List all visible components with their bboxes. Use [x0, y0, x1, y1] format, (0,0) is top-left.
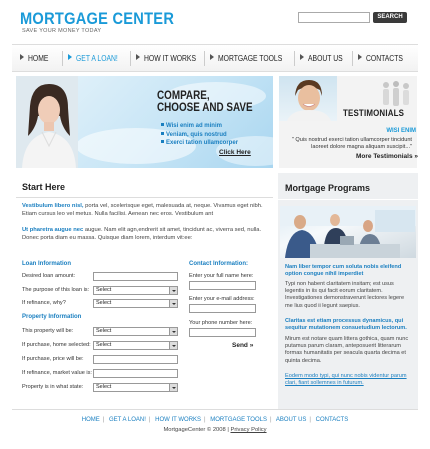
- loan-info-title: Loan Information: [22, 261, 71, 267]
- program-1-title[interactable]: Nam liber tempor cum soluta nobis eleifend option congue nihil imperdiet: [285, 264, 402, 278]
- business-meeting-image: [280, 206, 416, 258]
- full-name-input[interactable]: [189, 281, 256, 290]
- footer-copyright: MortgageCenter © 2008 | Privacy Policy: [163, 427, 267, 433]
- banner-heading-line2: CHOOSE AND SAVE: [157, 102, 253, 114]
- nav-divider: [204, 51, 205, 66]
- bullet-icon: [161, 140, 164, 143]
- nav-item-contacts[interactable]: CONTACTS: [358, 45, 409, 72]
- home-selected-label: If purchase, home selected:: [22, 342, 91, 348]
- property-will-be-select[interactable]: Select: [93, 327, 178, 336]
- divider: [12, 409, 418, 410]
- property-info-title: Property Information: [22, 314, 82, 320]
- nav-divider: [294, 51, 295, 66]
- chevron-down-icon: [169, 300, 177, 307]
- loan-amount-input[interactable]: [93, 272, 178, 281]
- testimonials-title: TESTIMONIALS: [343, 108, 405, 118]
- program-1-text: Typi non habent claritatem insitam; est usus legentis in iis qui facit eorum claritatem. Investigationes demonstraverunt lectores legere me lius quod ii legunt saepius.: [285, 281, 405, 309]
- nav-item-mortgage-tools[interactable]: MORTGAGE TOOLS: [210, 45, 294, 72]
- email-field[interactable]: [189, 304, 256, 313]
- phone-input[interactable]: [189, 328, 256, 337]
- arrow-icon: [358, 54, 362, 60]
- nav-divider: [130, 51, 131, 66]
- home-selected-select[interactable]: Select: [93, 341, 178, 350]
- footer-link-about-us[interactable]: ABOUT US: [275, 417, 307, 423]
- program-2-text: Mirum est notare quam littera gothica, quam nunc putamus parum claram, anteposuerit litterarum formas humanitatis per seacula quarta decima et quinta decima.: [285, 336, 409, 364]
- bullet-icon: [161, 132, 164, 135]
- search-button[interactable]: SEARCH: [373, 12, 407, 23]
- chevron-down-icon: [169, 342, 177, 349]
- footer-link-mortgage-tools[interactable]: MORTGAGE TOOLS: [210, 417, 267, 423]
- program-2-title[interactable]: Claritas est etiam processus dynamicus, qui sequitur mutationem consuetudium lectorum.: [285, 318, 407, 332]
- nav-item-get-a-loan[interactable]: GET A LOAN!: [68, 45, 125, 72]
- refinance-why-select[interactable]: Select: [93, 299, 178, 308]
- nav-item-home[interactable]: HOME: [20, 45, 52, 72]
- click-here-link[interactable]: Click Here: [219, 149, 251, 156]
- logo-subtitle: SAVE YOUR MONEY TODAY: [22, 28, 102, 34]
- search-input[interactable]: [298, 12, 370, 23]
- refinance-why-label: If refinance, why?: [22, 300, 66, 306]
- footer-nav: HOME | GET A LOAN! | HOW IT WORKS | MORTGAGE TOOLS | ABOUT US | CONTACTS: [81, 417, 349, 423]
- nav-item-how-it-works[interactable]: HOW IT WORKS: [136, 45, 205, 72]
- privacy-policy-link[interactable]: Privacy Policy: [230, 427, 267, 433]
- more-testimonials-link[interactable]: More Testimonials »: [355, 153, 418, 160]
- market-value-label: If refinance, market value is:: [22, 370, 92, 376]
- banner-heading: [157, 90, 253, 114]
- footer-link-home[interactable]: HOME: [81, 417, 100, 423]
- chevron-down-icon: [169, 384, 177, 391]
- start-here-heading: Start Here: [22, 182, 66, 192]
- footer-link-get-a-loan[interactable]: GET A LOAN!: [109, 417, 146, 423]
- purchase-price-input[interactable]: [93, 355, 178, 364]
- list-item: Exerci tation ullamcorper: [161, 139, 238, 148]
- sidebar-heading: Mortgage Programs: [285, 183, 371, 193]
- property-will-be-label: This property will be:: [22, 328, 74, 334]
- footer-link-contacts[interactable]: CONTACTS: [315, 417, 349, 423]
- arrow-icon: [20, 54, 24, 60]
- list-item: Veniam, quis nostrud: [161, 131, 238, 140]
- people-silhouettes-image: [378, 80, 414, 108]
- divider: [16, 197, 273, 198]
- loan-purpose-select[interactable]: Select: [93, 286, 178, 295]
- purchase-price-label: If purchase, price will be:: [22, 356, 84, 362]
- woman-portrait-image: [16, 76, 78, 168]
- property-state-select[interactable]: Select: [93, 383, 178, 392]
- banner-bullets: [161, 122, 238, 148]
- nav-item-about-us[interactable]: ABOUT US: [300, 45, 349, 72]
- phone-label: Your phone number here:: [189, 320, 253, 326]
- arrow-icon: [68, 54, 72, 60]
- property-state-label: Property is in what state:: [22, 384, 84, 390]
- market-value-input[interactable]: [93, 369, 178, 378]
- banner-heading-line1: COMPARE,: [157, 90, 210, 102]
- list-item: Wisi enim ad minim: [161, 122, 238, 131]
- nav-divider: [352, 51, 353, 66]
- nav-divider: [62, 51, 63, 66]
- email-label: Enter your e-mail address:: [189, 296, 255, 302]
- program-3-link[interactable]: Eodem modo typi, qui nunc nobis videntur parum clari, fiant sollemnes in futurum.: [285, 373, 407, 387]
- intro-paragraph-1: Vestibulum libero nisl, porta vel, scelerisque eget, malesuada at, neque. Vivamus eget nibh. Etiam cursus leo vel metus. Nulla facilisi. Aenean nec eros. Vestibulum ant: [22, 203, 263, 217]
- full-name-label: Enter your full name here:: [189, 273, 254, 279]
- testimonial-quote: " Quis nostrud exerci tation ullamcorper tincidunt laoreet dolore magna aliquam suscipit...": [291, 137, 412, 150]
- logo-title[interactable]: MORTGAGE CENTER: [20, 9, 175, 28]
- main-nav: [12, 44, 418, 72]
- testimonial-man-image: [279, 76, 337, 121]
- chevron-down-icon: [169, 328, 177, 335]
- testimonial-author: WISI ENIM: [386, 128, 416, 134]
- arrow-icon: [136, 54, 140, 60]
- chevron-down-icon: [169, 287, 177, 294]
- footer-link-how-it-works[interactable]: HOW IT WORKS: [155, 417, 202, 423]
- arrow-icon: [210, 54, 214, 60]
- contact-info-title: Contact Information:: [189, 261, 248, 267]
- intro-paragraph-2: Ut pharetra augue nec augue. Nam elit agn,endrerit sit amet, tincidunt ac, viverra sed, nulla. Donec porta diam eu massa. Quisque diam lorem, interdum vit:ee:: [22, 227, 262, 241]
- arrow-icon: [300, 54, 304, 60]
- loan-amount-label: Desired loan amount:: [22, 273, 76, 279]
- bullet-icon: [161, 123, 164, 126]
- send-button[interactable]: Send »: [232, 342, 254, 349]
- loan-purpose-label: The purpose of this loan is:: [22, 287, 90, 293]
- divider: [278, 199, 418, 200]
